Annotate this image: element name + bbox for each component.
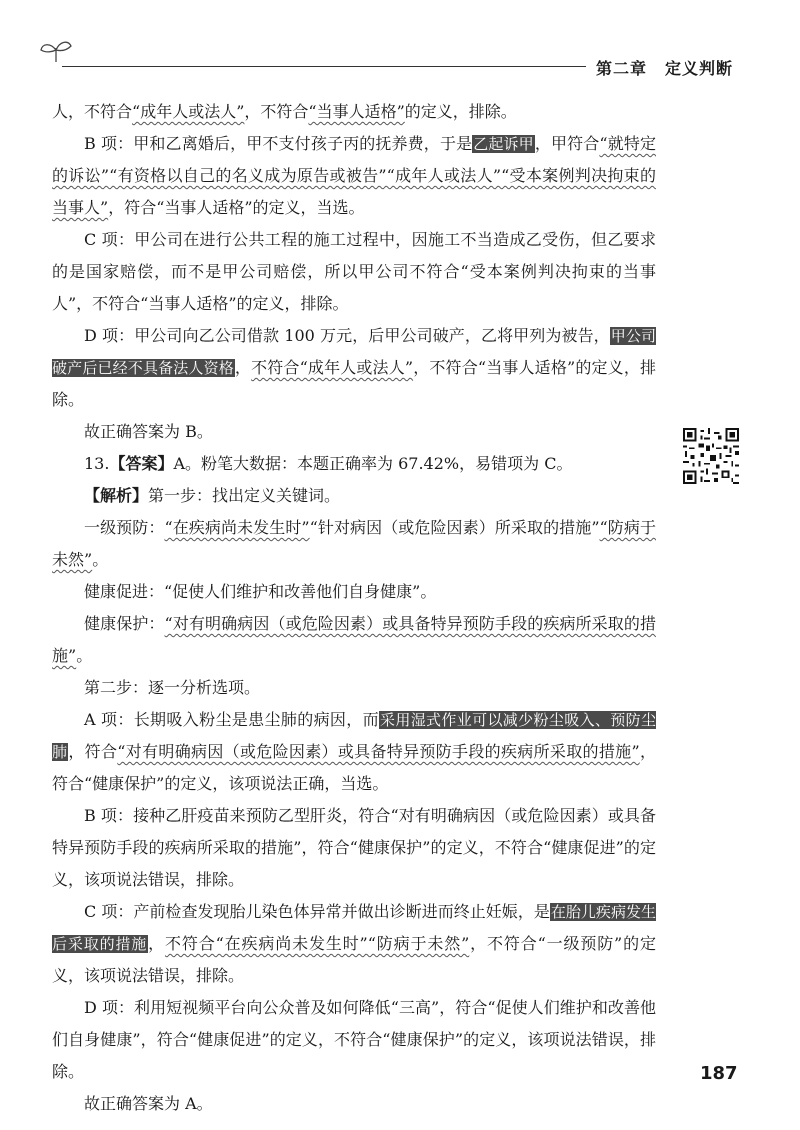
text-run: ，符合“健康保护”的定义，该项说法正确，当选。 xyxy=(52,742,656,793)
paragraph xyxy=(52,896,656,992)
text-run: C 项：甲公司在进行公共工程的施工过程中，因施工不当造成乙受伤，但乙要求的是国家赔偿，而不是甲公司赔偿，所以甲公司不符合“受本案例判决拘束的当事人”，不符合“当事人适格”的定义，排除。 xyxy=(52,230,656,313)
text-run: A。粉笔大数据：本题正确率为 67.42%，易错项为 C。 xyxy=(173,454,573,473)
text-run: ， xyxy=(234,358,252,377)
wavy-underlined-text: “成年人或法人” xyxy=(132,102,245,121)
text-run: 的定义，排除。 xyxy=(404,102,517,121)
wavy-underlined-text: 不符合“在疾病尚未发生时”“防病于未然” xyxy=(165,934,470,953)
text-run: B 项：甲和乙离婚后，甲不支付孩子丙的抚养费，于是 xyxy=(84,134,473,153)
text-run: 第一步：找出定义关键词。 xyxy=(148,486,341,505)
text-run: 故正确答案为 B。 xyxy=(84,422,213,441)
text-run: ，不符合“一级预防”的定义，该项说法错误，排除。 xyxy=(52,934,656,985)
text-run: B 项：接种乙肝疫苗来预防乙型肝炎，符合“对有明确病因（或危险因素）或具备特异预防手段的疾病所采取的措施”，符合“健康保护”的定义，不符合“健康促进”的定义，该项说法错误，排除。 xyxy=(52,806,656,889)
page-number: 187 xyxy=(700,1063,738,1084)
text-run: ， xyxy=(148,934,166,953)
text-run: 。 xyxy=(92,550,109,569)
text-run: ，符合 xyxy=(68,742,118,761)
bold-label: 【解析】 xyxy=(84,486,149,505)
qr-code[interactable] xyxy=(683,428,739,484)
text-run: 。 xyxy=(76,646,93,665)
text-run: 故正确答案为 A。 xyxy=(84,1094,213,1113)
text-run: 一级预防： xyxy=(84,518,165,537)
text-run: “针对病因（或危险因素）所采取的措施” xyxy=(309,518,600,537)
paragraph xyxy=(52,416,656,448)
paragraph xyxy=(52,576,656,608)
text-run: 健康保护： xyxy=(84,614,165,633)
text-run: ，符合“当事人适格”的定义，当选。 xyxy=(108,198,365,217)
text-run: 健康促进：“促使人们维护和改善他们自身健康”。 xyxy=(84,582,437,601)
text-run: 第二步：逐一分析选项。 xyxy=(84,678,261,697)
chapter-title: 定义判断 xyxy=(665,59,734,78)
highlighted-text: 采用湿式作业可以减少粉尘吸入、预防尘肺 xyxy=(52,711,656,761)
text-run: A 项：长期吸入粉尘是患尘肺的病因，而 xyxy=(84,710,379,729)
highlighted-text: 在胎儿疾病发生后采取的措施 xyxy=(52,903,656,953)
paragraph xyxy=(52,480,656,512)
wavy-underlined-text: 不符合“成年人或法人” xyxy=(251,358,414,377)
paragraph xyxy=(52,1088,656,1120)
text-run: ，不符合 xyxy=(244,102,309,121)
wavy-underlined-text: “对有明确病因（或危险因素）或具备特异预防手段的疾病所采取的措施” xyxy=(52,614,656,665)
header-rule xyxy=(62,66,586,67)
text-run: ，不符合“当事人适格”的定义，排除。 xyxy=(52,358,656,409)
wavy-underlined-text: “防病于未然” xyxy=(52,518,656,569)
wavy-underlined-text: “在疾病尚未发生时” xyxy=(164,518,310,537)
paragraph xyxy=(52,128,656,224)
text-run: 人，不符合 xyxy=(52,102,133,121)
bold-label: 【答案】 xyxy=(109,454,174,473)
text-run: ，甲符合 xyxy=(534,134,600,153)
sprout-icon xyxy=(38,38,74,64)
wavy-underlined-text: “当事人适格” xyxy=(308,102,405,121)
text-run: D 项：利用短视频平台向公众普及如何降低“三高”，符合“促使人们维护和改善他们自身健康”，符合“健康促进”的定义，不符合“健康保护”的定义，该项说法错误，排除。 xyxy=(52,998,656,1081)
paragraph xyxy=(52,800,656,896)
paragraph xyxy=(52,224,656,320)
paragraph xyxy=(52,448,656,480)
paragraph xyxy=(52,608,656,672)
page-header xyxy=(0,0,800,90)
paragraph xyxy=(52,704,656,800)
chapter-heading xyxy=(596,56,733,79)
paragraph xyxy=(52,672,656,704)
text-run: D 项：甲公司向乙公司借款 100 万元，后甲公司破产，乙将甲列为被告， xyxy=(84,326,610,345)
chapter-label: 第二章 xyxy=(596,59,648,78)
paragraph xyxy=(52,512,656,576)
wavy-underlined-text: “对有明确病因（或危险因素）或具备特异预防手段的疾病所采取的措施” xyxy=(117,742,640,761)
text-run: 13. xyxy=(84,454,110,473)
paragraph xyxy=(52,320,656,416)
paragraph xyxy=(52,992,656,1088)
highlighted-text: 甲公司破产后已经不具备法人资格 xyxy=(52,327,656,377)
wavy-underlined-text: “就特定的诉讼”“有资格以自己的名义成为原告或被告”“成年人或法人”“受本案例判决拘束的当事人” xyxy=(52,134,656,217)
highlighted-text: 乙起诉甲 xyxy=(473,135,534,153)
text-run: C 项：产前检查发现胎儿染色体异常并做出诊断进而终止妊娠，是 xyxy=(84,902,550,921)
page-body xyxy=(52,96,656,1120)
paragraph xyxy=(52,96,656,128)
